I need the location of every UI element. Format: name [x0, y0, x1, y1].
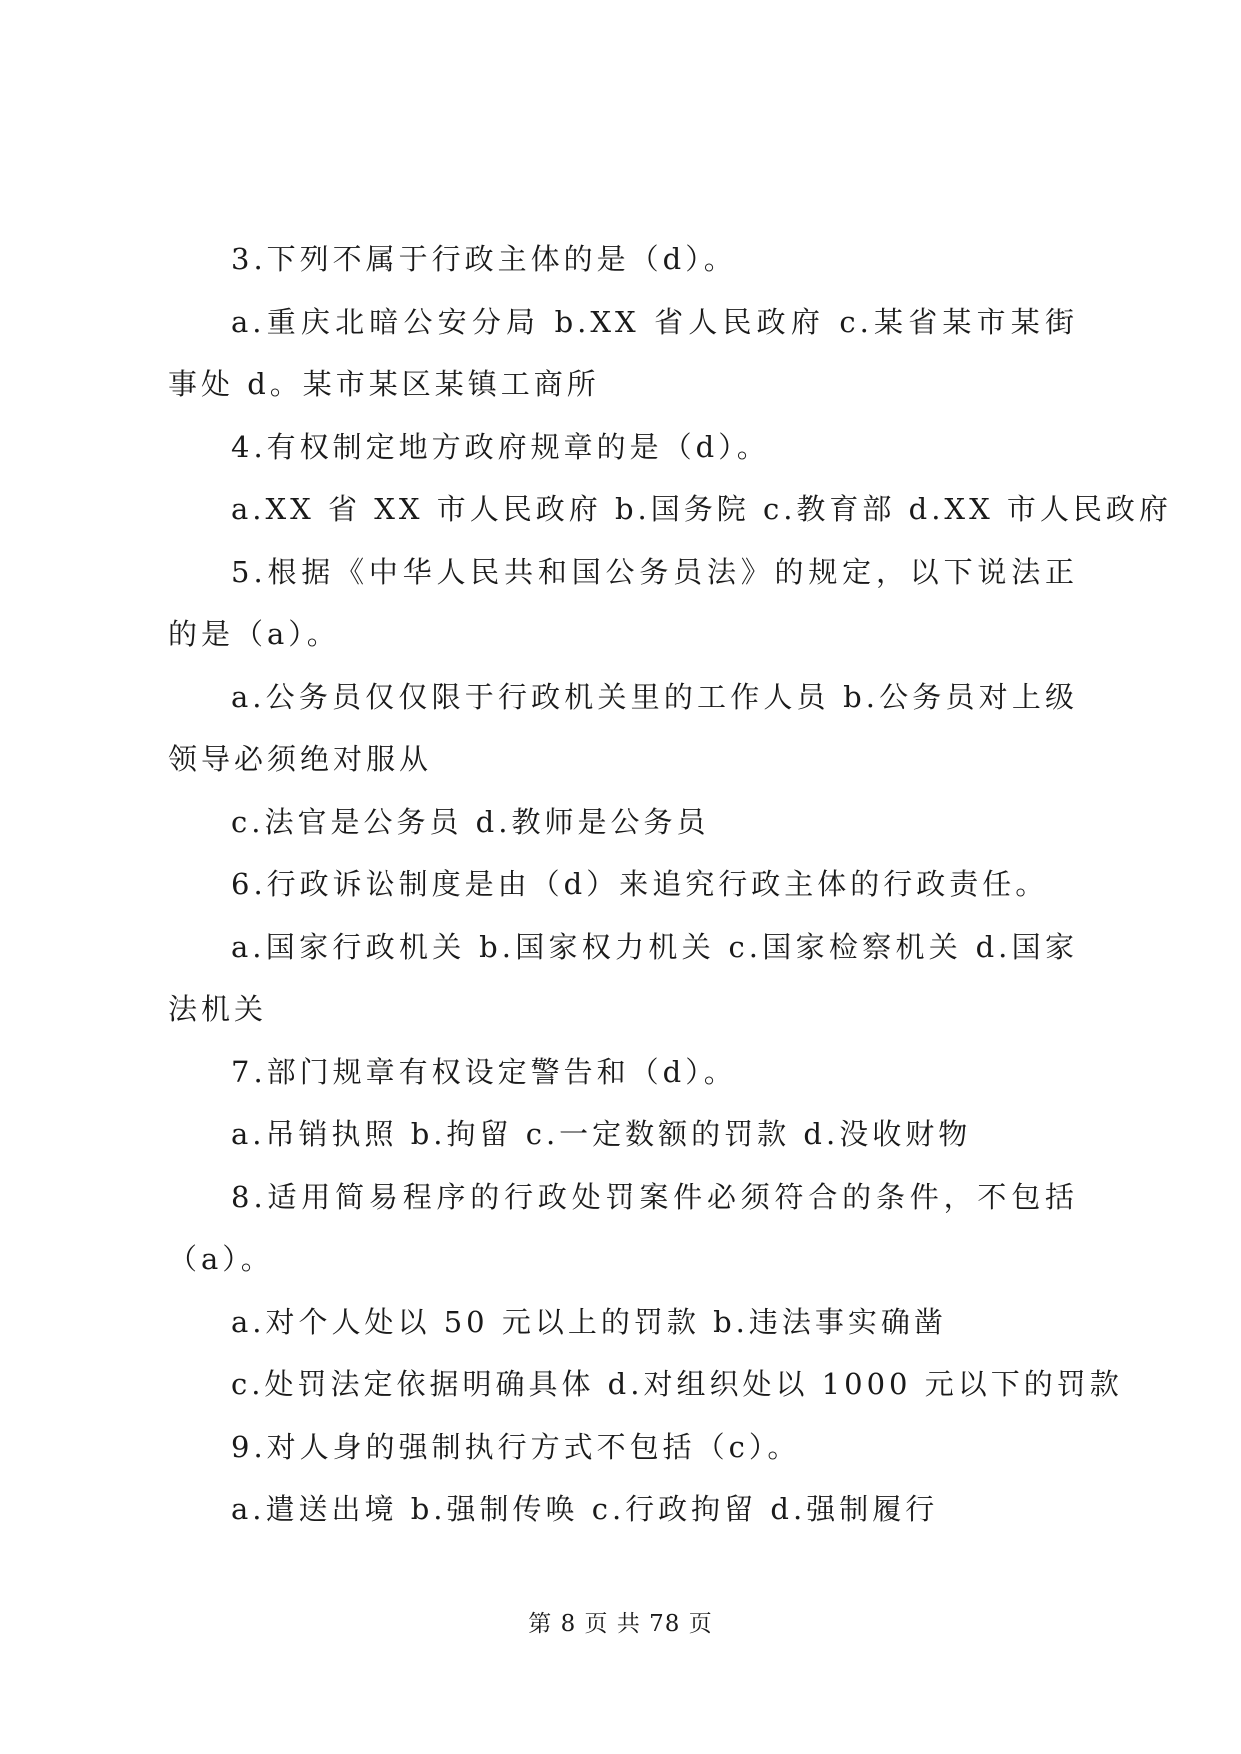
question-8-line-2: （a）。 [168, 1242, 274, 1276]
question-8-line-1: 8.适用简易程序的行政处罚案件必须符合的条件，不包括 [231, 1179, 1078, 1214]
question-5-line-2: 的是（a）。 [168, 617, 340, 651]
question-9-options: a.遣送出境 b.强制传唤 c.行政拘留 d.强制履行 [231, 1492, 939, 1526]
question-7-options: a.吊销执照 b.拘留 c.一定数额的罚款 d.没收财物 [231, 1117, 972, 1151]
question-5-options-line-1: a.公务员仅仅限于行政机关里的工作人员 b.公务员对上级 [231, 679, 1078, 714]
question-5-options-line-3: c.法官是公务员 d.教师是公务员 [231, 804, 710, 839]
question-3-options-line-1: a.重庆北暗公安分局 b.XX 省人民政府 c.某省某市某街 [231, 304, 1078, 339]
question-list [168, 228, 1172, 1541]
question-8-options-line-1: a.对个人处以 50 元以上的罚款 b.违法事实确凿 [231, 1304, 947, 1339]
page-number-footer: 第 8 页 共 78 页 [528, 1611, 713, 1637]
question-5-line-1: 5.根据《中华人民共和国公务员法》的规定，以下说法正 [231, 554, 1078, 589]
question-3-options-line-2: 事处 d。某市某区某镇工商所 [168, 367, 600, 401]
question-4-options: a.XX 省 XX 市人民政府 b.国务院 c.教育部 d.XX 市人民政府 [231, 492, 1172, 526]
question-6-options-line-1: a.国家行政机关 b.国家权力机关 c.国家检察机关 d.国家 [231, 929, 1078, 964]
question-4: 4.有权制定地方政府规章的是（d）。 [231, 429, 770, 464]
question-3: 3.下列不属于行政主体的是（d）。 [231, 242, 737, 276]
question-8-options-line-2: c.处罚法定依据明确具体 d.对组织处以 1000 元以下的罚款 [231, 1367, 1123, 1401]
question-7: 7.部门规章有权设定警告和（d）。 [231, 1054, 737, 1089]
question-6: 6.行政诉讼制度是由（d）来追究行政主体的行政责任。 [231, 867, 1049, 901]
question-5-options-line-2: 领导必须绝对服从 [168, 742, 433, 776]
question-9: 9.对人身的强制执行方式不包括（c）。 [231, 1429, 801, 1464]
question-6-options-line-2: 法机关 [168, 992, 268, 1026]
